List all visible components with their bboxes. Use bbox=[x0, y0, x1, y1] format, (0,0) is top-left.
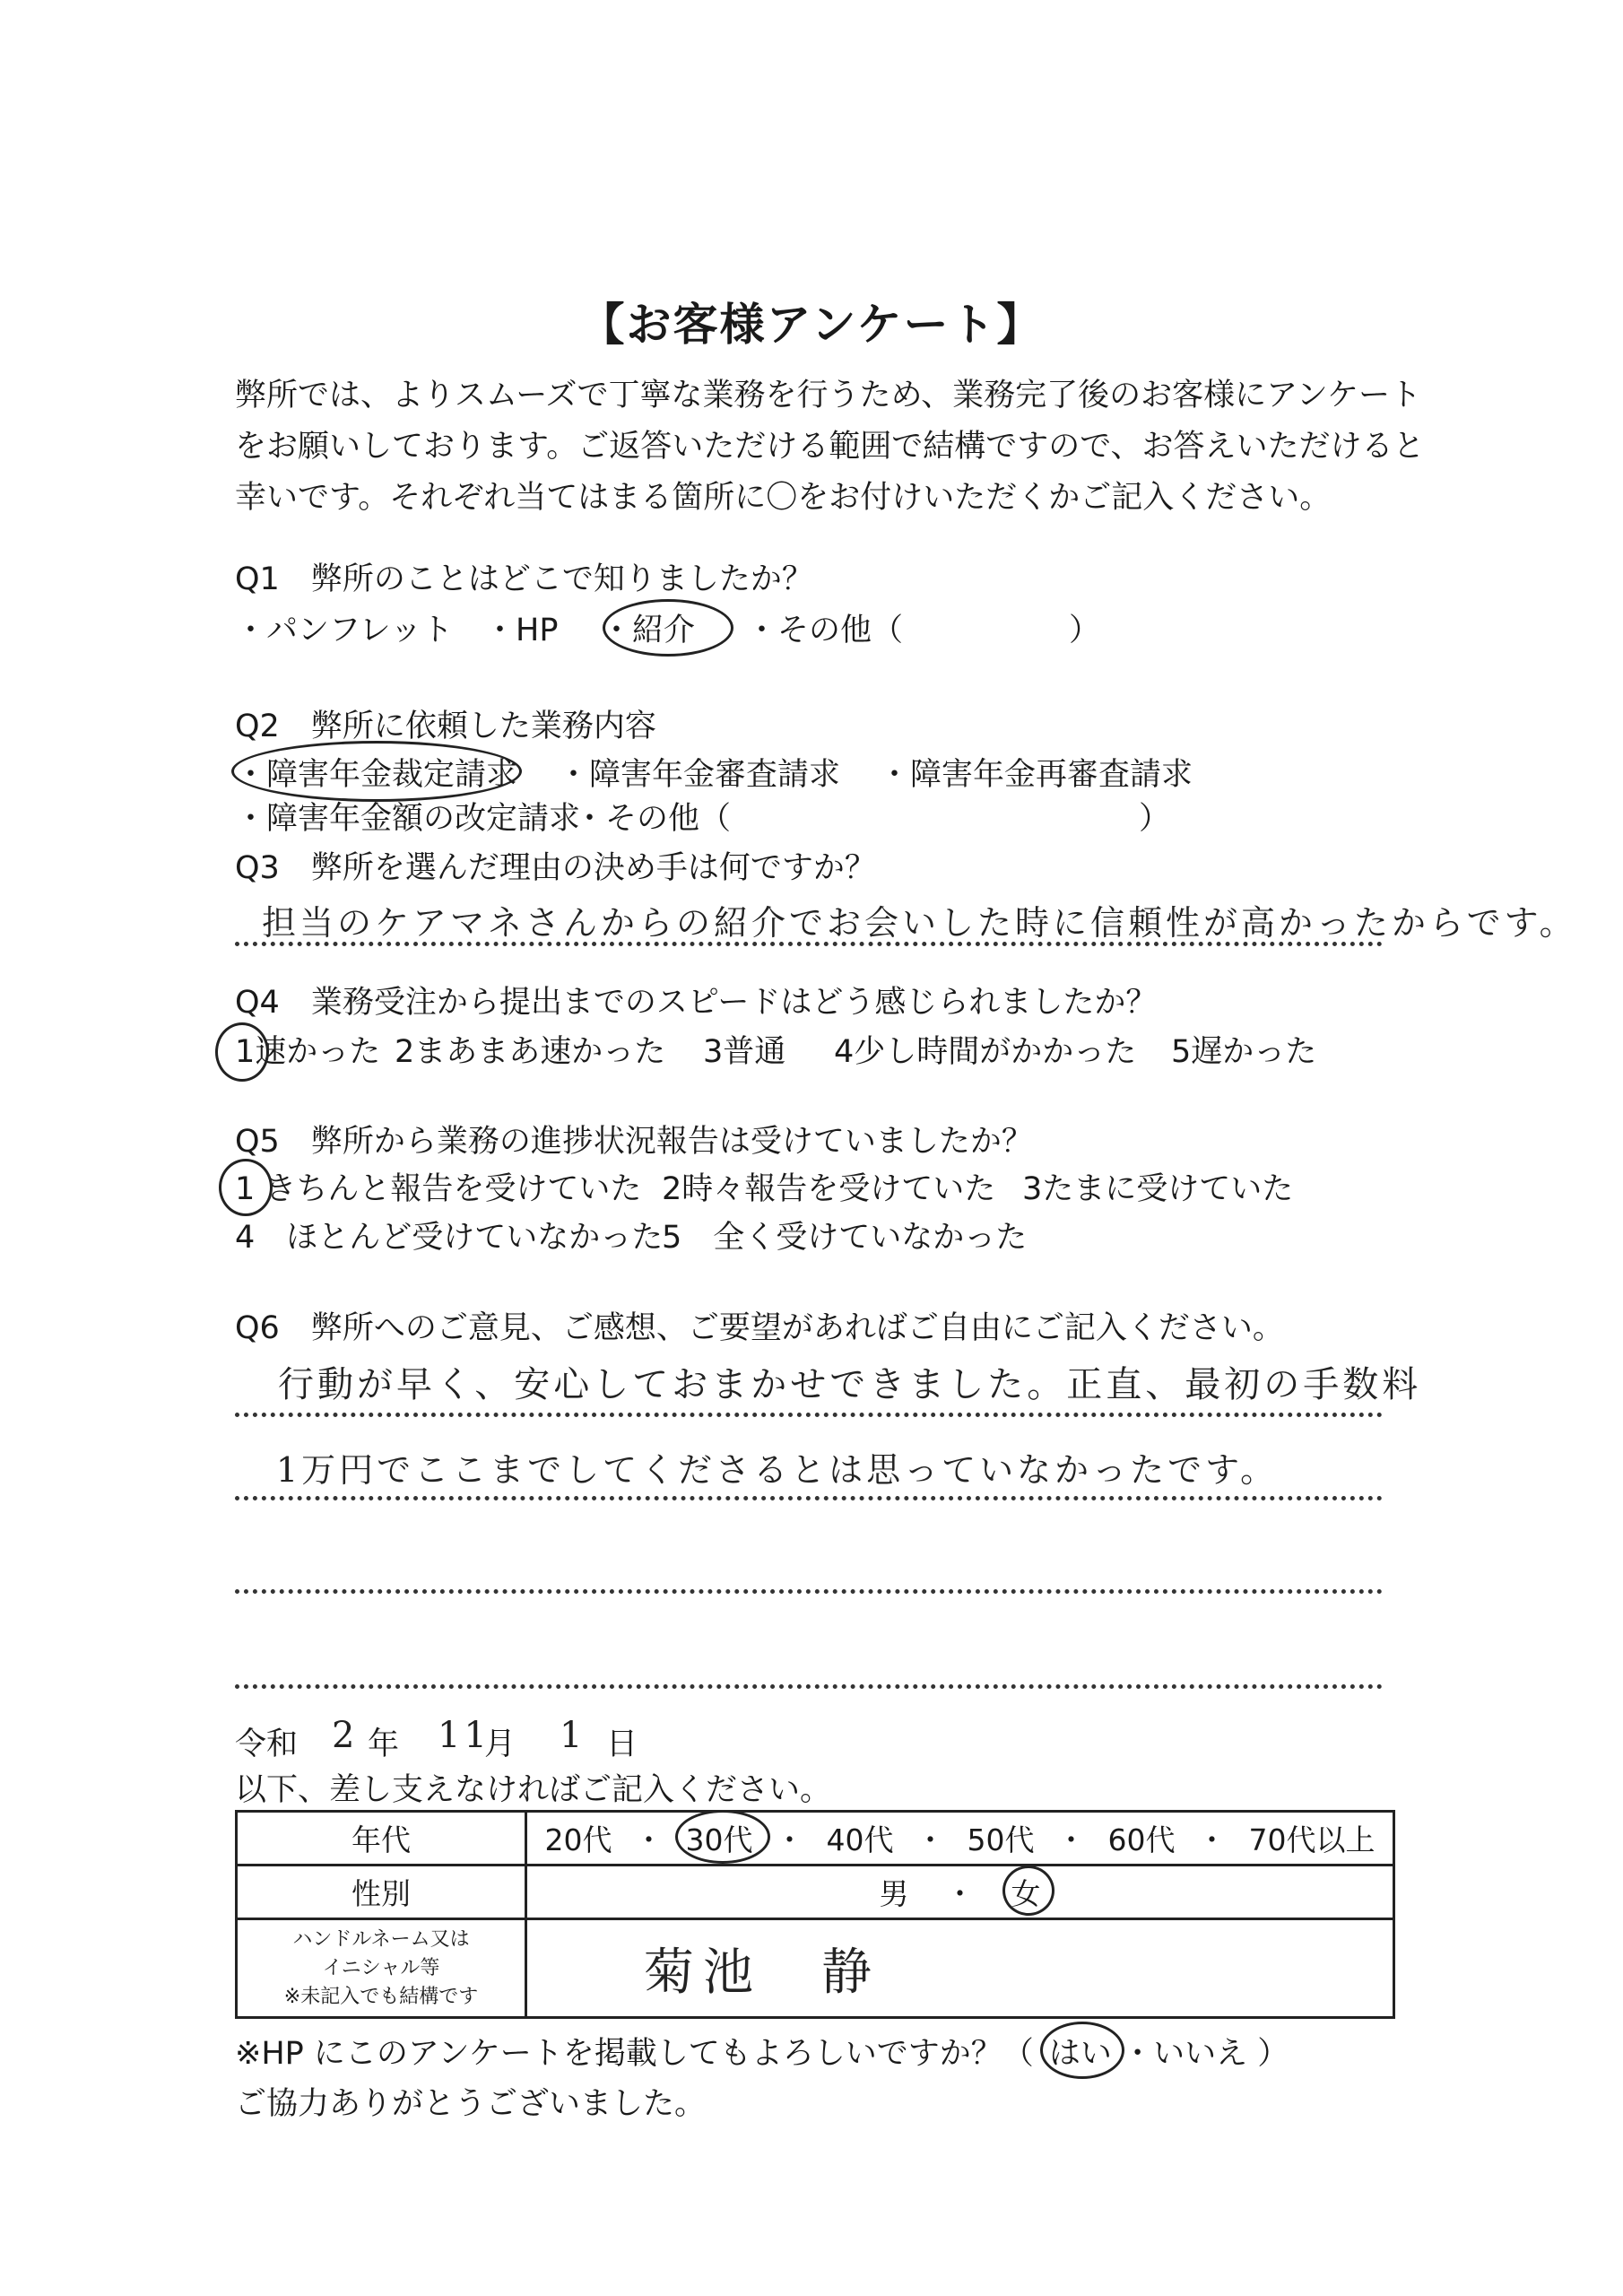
q2-option-other[interactable]: ・その他（ bbox=[574, 801, 732, 837]
q3-answer-line bbox=[235, 942, 1383, 946]
q6-answer-line-4 bbox=[235, 1684, 1383, 1689]
q6-answer-line-3 bbox=[235, 1589, 1383, 1594]
respondent-info-table bbox=[235, 1810, 1395, 2019]
name-value-cell[interactable] bbox=[526, 1919, 1394, 2018]
gender-options-cell bbox=[526, 1866, 1394, 1919]
name-label-line-3: ※未記入でも結構です bbox=[283, 1985, 479, 2008]
age-separator: ・ bbox=[1197, 1822, 1227, 1857]
date-month-unit: 月 bbox=[484, 1726, 516, 1762]
name-label-cell bbox=[237, 1919, 526, 2018]
q6-answer-line-1 bbox=[235, 1413, 1383, 1417]
q4-option-fairly-fast[interactable]: 2まあまあ速かった bbox=[395, 1034, 666, 1070]
date-month-value: 11 bbox=[438, 1715, 490, 1756]
q5-option-rarely-reported[interactable]: 3たまに受けていた bbox=[1022, 1171, 1294, 1207]
age-separator: ・ bbox=[1056, 1822, 1086, 1857]
q4-selected-circle bbox=[215, 1022, 269, 1082]
hp-consent-no[interactable]: いいえ bbox=[1153, 2036, 1248, 2072]
intro-line-2: をお願いしております。ご返答いただける範囲で結構ですので、お答えいただけると bbox=[235, 429, 1425, 465]
q1-option-hp[interactable]: ・HP bbox=[484, 613, 559, 648]
age-label: 年代 bbox=[237, 1812, 526, 1866]
age-separator: ・ bbox=[775, 1822, 804, 1857]
q5-option-properly-reported[interactable]: 1 きちんと報告を受けていた bbox=[235, 1171, 642, 1207]
q4-question: Q4 業務受注から提出までのスピードはどう感じられましたか？ bbox=[235, 985, 1158, 1021]
date-day-value: 1 bbox=[560, 1715, 586, 1756]
q2-question: Q2 弊所に依頼した業務内容 bbox=[235, 709, 656, 744]
q2-option-other-close: ） bbox=[1139, 801, 1171, 837]
hp-consent-question: ※HP にこのアンケートを掲載してもよろしいですか？（ bbox=[235, 2036, 1034, 2072]
q3-handwritten-answer: 担当のケアマネさんからの紹介でお会いした時に信頼性が高かったからです。 bbox=[262, 903, 1577, 943]
thanks-message: ご協力ありがとうございました。 bbox=[235, 2086, 707, 2122]
page-title: 【お客様アンケート】 bbox=[579, 299, 1044, 351]
q2-option-initial-claim[interactable]: ・障害年金裁定請求 bbox=[235, 757, 518, 793]
q6-handwritten-answer-line-2: 1万円でここまでしてくださるとは思っていなかったです。 bbox=[276, 1450, 1279, 1490]
q5-option-sometimes-reported[interactable]: 2時々報告を受けていた bbox=[662, 1171, 996, 1207]
date-day-unit: 日 bbox=[606, 1726, 638, 1762]
q5-question: Q5 弊所から業務の進捗状況報告は受けていましたか？ bbox=[235, 1124, 1033, 1160]
age-option-40s[interactable]: 40代 bbox=[826, 1822, 894, 1857]
name-label-line-2: イニシャル等 bbox=[322, 1956, 440, 1979]
q5-selected-circle bbox=[219, 1159, 273, 1216]
q6-handwritten-answer-line-1: 行動が早く、安心しておまかせできました。正直、最初の手数料 bbox=[278, 1364, 1422, 1405]
hp-consent-selected-circle bbox=[1040, 2022, 1124, 2079]
age-option-20s[interactable]: 20代 bbox=[544, 1822, 612, 1857]
q5-option-mostly-not-reported[interactable]: 4 ほとんど受けていなかった bbox=[235, 1220, 664, 1256]
info-note: 以下、差し支えなければご記入ください。 bbox=[235, 1772, 832, 1808]
gender-separator: ・ bbox=[945, 1876, 975, 1911]
q2-option-review-request[interactable]: ・障害年金審査請求 bbox=[558, 757, 841, 793]
q1-question: Q1 弊所のことはどこで知りましたか？ bbox=[235, 561, 813, 597]
q1-option-pamphlet[interactable]: ・パンフレット bbox=[235, 613, 454, 648]
intro-line-3: 幸いです。それぞれ当てはまる箇所に〇をお付けいただくかご記入ください。 bbox=[235, 480, 1332, 516]
hp-consent-yes[interactable]: はい bbox=[1048, 2036, 1112, 2072]
q6-question: Q6 弊所へのご意見、ご感想、ご要望があればご自由にご記入ください。 bbox=[235, 1310, 1284, 1346]
q1-option-other-close: ） bbox=[1069, 613, 1101, 648]
hp-consent-separator: ・ bbox=[1122, 2036, 1154, 2072]
date-era: 令和 bbox=[235, 1726, 299, 1762]
age-option-60s[interactable]: 60代 bbox=[1107, 1822, 1176, 1857]
hp-consent-close: ） bbox=[1257, 2036, 1289, 2072]
gender-option-female[interactable]: 女 bbox=[1011, 1876, 1041, 1911]
age-options-cell bbox=[526, 1812, 1394, 1866]
q4-option-somewhat-slow[interactable]: 4少し時間がかかった bbox=[834, 1034, 1137, 1070]
intro-line-1: 弊所では、よりスムーズで丁寧な業務を行うため、業務完了後のお客様にアンケート bbox=[235, 378, 1422, 413]
gender-selected-circle bbox=[1002, 1866, 1055, 1916]
q1-option-other[interactable]: ・その他（ bbox=[746, 613, 904, 648]
q4-option-normal[interactable]: 3普通 bbox=[703, 1034, 786, 1070]
q3-question: Q3 弊所を選んだ理由の決め手は何ですか？ bbox=[235, 850, 876, 886]
age-separator: ・ bbox=[916, 1822, 945, 1857]
q2-option-re-review-request[interactable]: ・障害年金再審査請求 bbox=[879, 757, 1193, 793]
q4-option-slow[interactable]: 5遅かった bbox=[1171, 1034, 1317, 1070]
date-year-unit: 年 bbox=[368, 1726, 400, 1762]
date-year-value: 2 bbox=[332, 1715, 359, 1756]
q2-selected-circle bbox=[231, 741, 522, 802]
q1-option-referral[interactable]: ・紹介 bbox=[601, 613, 696, 648]
q2-option-amount-revision[interactable]: ・障害年金額の改定請求 bbox=[235, 801, 581, 837]
age-separator: ・ bbox=[634, 1822, 664, 1857]
age-option-30s[interactable]: 30代 bbox=[685, 1822, 753, 1857]
q4-option-fast[interactable]: 1速かった bbox=[235, 1034, 381, 1070]
gender-option-male[interactable]: 男 bbox=[879, 1876, 909, 1911]
q6-answer-line-2 bbox=[235, 1496, 1383, 1500]
hp-consent-line bbox=[235, 2029, 1289, 2074]
name-label-line-1: ハンドルネーム又は bbox=[292, 1927, 470, 1951]
name-handwritten-value: 菊池 静 bbox=[644, 1943, 881, 2002]
q1-selected-circle bbox=[603, 599, 733, 657]
q5-option-not-reported-at-all[interactable]: 5 全く受けていなかった bbox=[662, 1220, 1028, 1256]
age-option-50s[interactable]: 50代 bbox=[967, 1822, 1035, 1857]
gender-label: 性別 bbox=[237, 1866, 526, 1919]
age-selected-circle bbox=[675, 1810, 770, 1864]
age-option-70s-plus[interactable]: 70代以上 bbox=[1248, 1822, 1376, 1857]
